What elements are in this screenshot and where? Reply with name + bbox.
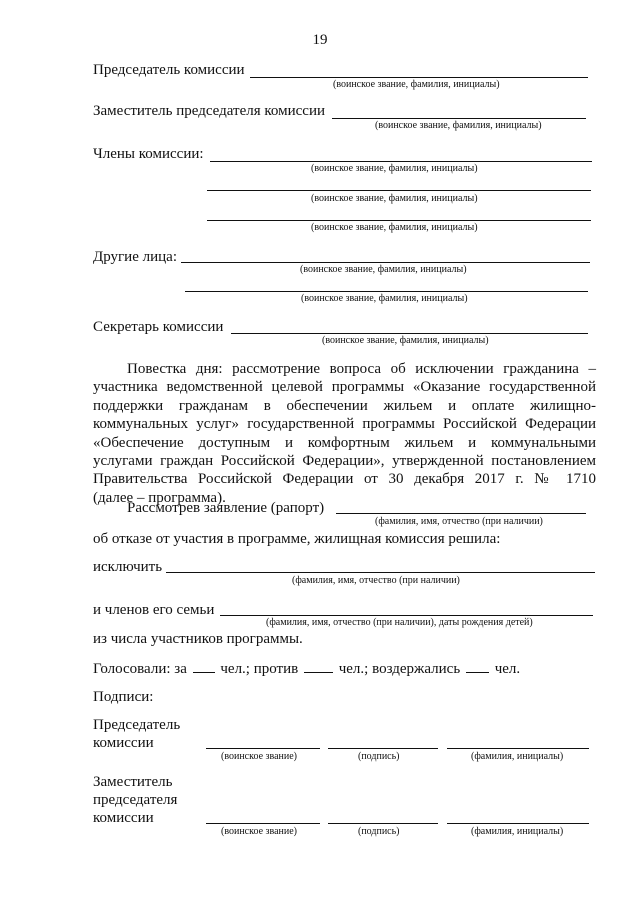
vote-row <box>93 659 520 678</box>
sig-deputy-label-2: председателя <box>93 792 178 808</box>
agenda-paragraph <box>93 360 596 507</box>
sig-deputy-name-caption: (фамилия, инициалы) <box>471 826 564 837</box>
sig-deputy-rank-field[interactable] <box>206 823 320 824</box>
considering-caption: (фамилия, имя, отчество (при наличии) <box>375 516 543 527</box>
vote-abstained-label: чел.; воздержались <box>338 661 461 677</box>
signatures-label: Подписи: <box>93 689 154 705</box>
vote-abstained-field[interactable] <box>466 659 489 673</box>
other-caption-2: (воинское звание, фамилия, инициалы) <box>301 293 468 304</box>
page-number: 19 <box>312 32 328 48</box>
vote-for-field[interactable] <box>193 659 215 673</box>
member-caption-2: (воинское звание, фамилия, инициалы) <box>311 193 478 204</box>
other-field-1[interactable] <box>181 262 590 263</box>
deputy-label: Заместитель председателя комиссии <box>93 103 326 119</box>
sig-deputy-rank-caption: (воинское звание) <box>221 826 297 837</box>
members-label: Члены комиссии: <box>93 146 204 162</box>
member-caption-3: (воинское звание, фамилия, инициалы) <box>311 222 478 233</box>
exclude-label: исключить <box>93 559 163 575</box>
agenda-line: Правительства Российской Федерации от 30 декабря 2017 г. № 1710 <box>93 471 596 488</box>
agenda-line: Повестка дня: рассмотрение вопроса об исключении гражданина – <box>127 361 596 377</box>
chairman-field[interactable] <box>250 77 588 78</box>
chairman-caption: (воинское звание, фамилия, инициалы) <box>333 79 500 90</box>
family-field[interactable] <box>220 615 593 616</box>
sig-chairman-name-field[interactable] <box>447 748 589 749</box>
considering-label: Рассмотрев заявление (рапорт) <box>127 500 325 516</box>
refusal-text: об отказе от участия в программе, жилищная комиссия решила: <box>93 531 501 547</box>
member-caption-1: (воинское звание, фамилия, инициалы) <box>311 163 478 174</box>
exclude-caption: (фамилия, имя, отчество (при наличии) <box>292 575 460 586</box>
sig-chairman-signature-field[interactable] <box>328 748 438 749</box>
family-label: и членов его семьи <box>93 602 215 618</box>
sig-deputy-label-3: комиссии <box>93 810 154 826</box>
agenda-line: коммунальных услуг» государственной программы Российской Федерации <box>93 416 596 433</box>
sig-deputy-signature-field[interactable] <box>328 823 438 824</box>
member-field-3[interactable] <box>207 220 591 221</box>
sig-chairman-name-caption: (фамилия, инициалы) <box>471 751 564 762</box>
agenda-line: поддержки гражданам в обеспечении жильем и оплате жилищно- <box>93 397 596 414</box>
sig-chairman-signature-caption: (подпись) <box>358 751 400 762</box>
others-label: Другие лица: <box>93 249 177 265</box>
agenda-line: «Обеспечение доступным и комфортным жильем и коммунальными <box>93 434 596 451</box>
vote-against-field[interactable] <box>304 659 333 673</box>
deputy-field[interactable] <box>332 118 586 119</box>
deputy-caption: (воинское звание, фамилия, инициалы) <box>375 120 542 131</box>
secretary-label: Секретарь комиссии <box>93 319 224 335</box>
vote-label: Голосовали: за <box>93 661 187 677</box>
agenda-line: услугами граждан Российской Федерации», утвержденной постановлением <box>93 452 596 469</box>
sig-deputy-signature-caption: (подпись) <box>358 826 400 837</box>
sig-chairman-rank-field[interactable] <box>206 748 320 749</box>
sig-deputy-label-1: Заместитель <box>93 774 173 790</box>
vote-end-label: чел. <box>494 661 521 677</box>
other-field-2[interactable] <box>185 291 588 292</box>
sig-chairman-label-1: Председатель <box>93 717 181 733</box>
exclude-field[interactable] <box>166 572 595 573</box>
member-field-2[interactable] <box>207 190 591 191</box>
agenda-line: (далее – программа). <box>93 489 226 506</box>
family-caption: (фамилия, имя, отчество (при наличии), даты рождения детей) <box>266 617 533 628</box>
other-caption-1: (воинское звание, фамилия, инициалы) <box>300 264 467 275</box>
secretary-field[interactable] <box>231 333 588 334</box>
from-participants-text: из числа участников программы. <box>93 631 303 647</box>
member-field-1[interactable] <box>210 161 592 162</box>
vote-against-label: чел.; против <box>220 661 299 677</box>
agenda-line: участника ведомственной целевой программы «Оказание государственной <box>93 379 596 396</box>
sig-deputy-name-field[interactable] <box>447 823 589 824</box>
considering-field[interactable] <box>336 513 586 514</box>
chairman-label: Председатель комиссии <box>93 62 245 78</box>
sig-chairman-label-2: комиссии <box>93 735 154 751</box>
secretary-caption: (воинское звание, фамилия, инициалы) <box>322 335 489 346</box>
sig-chairman-rank-caption: (воинское звание) <box>221 751 297 762</box>
